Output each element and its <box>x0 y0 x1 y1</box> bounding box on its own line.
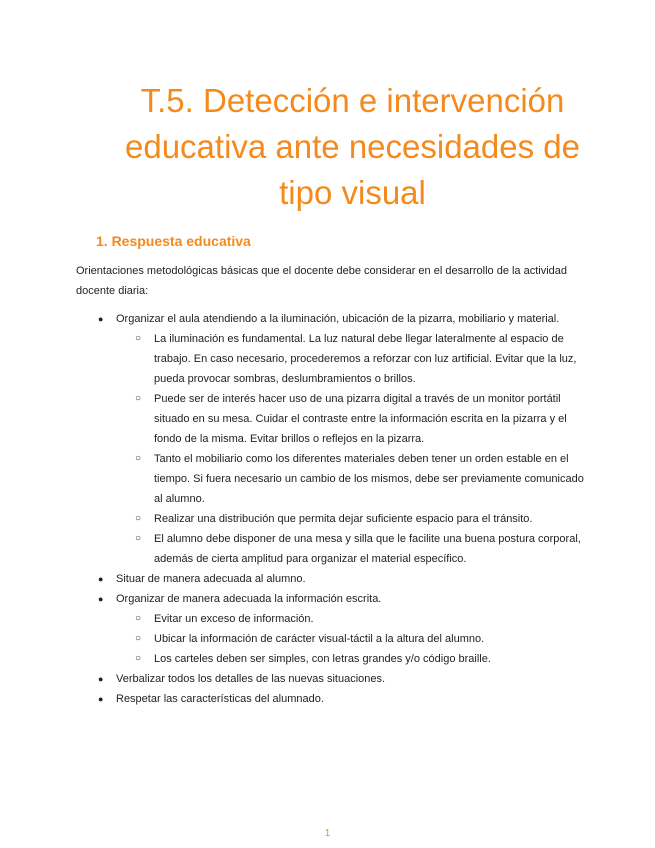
sub-list-item-text: Puede ser de interés hacer uso de una pizarra digital a través de un monitor portátil situado en su mesa. Cuidar el contraste entre la información escrita en la pizarra y el fondo de la misma. Evitar brillos o reflejos en la pizarra. <box>154 393 567 445</box>
intro-paragraph: Orientaciones metodológicas básicas que el docente debe considerar en el desarrollo de la actividad docente diaria: <box>76 265 568 297</box>
sub-bullet-icon: ○ <box>135 613 142 624</box>
bullet-list-container <box>76 309 591 709</box>
title-line-3: tipo visual <box>279 174 426 211</box>
list-item <box>76 669 591 689</box>
list-item <box>76 569 591 589</box>
document-title <box>60 78 645 216</box>
list-item-text: Respetar las características del alumnado. <box>116 693 324 705</box>
sub-bullet-icon: ○ <box>135 653 142 664</box>
sub-bullet-icon: ○ <box>135 533 142 544</box>
sub-list <box>116 609 591 669</box>
page-number: 1 <box>324 828 331 839</box>
bullet-icon: ● <box>98 574 104 584</box>
sub-list <box>116 329 591 569</box>
sub-list-item-text: Tanto el mobiliario como los diferentes materiales deben tener un orden estable en el tiempo. Si fuera necesario un cambio de los mismos, debe ser previamente comunicado al alumno. <box>154 453 584 505</box>
list-item-text: Organizar el aula atendiendo a la iluminación, ubicación de la pizarra, mobiliario y material. <box>116 313 560 325</box>
sub-list-item-text: Los carteles deben ser simples, con letras grandes y/o código braille. <box>154 653 491 665</box>
sub-bullet-icon: ○ <box>135 453 142 464</box>
sub-list-item-text: La iluminación es fundamental. La luz natural debe llegar lateralmente al espacio de trabajo. En caso necesario, procederemos a reforzar con luz artificial. Evitar que la luz, pueda provocar sombras, deslumbramientos o brillos. <box>154 333 577 385</box>
list-item <box>76 589 591 669</box>
sub-bullet-icon: ○ <box>135 513 142 524</box>
title-line-1: T.5. Detección e intervención <box>140 82 565 119</box>
sub-list-item-text: Realizar una distribución que permita dejar suficiente espacio para el tránsito. <box>154 513 533 525</box>
bullet-icon: ● <box>98 594 104 604</box>
bullet-list <box>76 309 591 709</box>
sub-list-item <box>116 649 591 669</box>
sub-list-item <box>116 529 591 569</box>
sub-list-item-text: Evitar un exceso de información. <box>154 613 314 625</box>
list-item <box>76 309 591 569</box>
sub-list-item-text: El alumno debe disponer de una mesa y silla que le facilite una buena postura corporal, además de cierta amplitud para organizar el material específico. <box>154 533 581 565</box>
sub-list-item <box>116 389 591 449</box>
list-item-text: Organizar de manera adecuada la información escrita. <box>116 593 382 605</box>
bullet-icon: ● <box>98 674 104 684</box>
sub-list-item <box>116 609 591 629</box>
bullet-icon: ● <box>98 314 104 324</box>
sub-bullet-icon: ○ <box>135 393 142 404</box>
title-line-2: educativa ante necesidades de <box>124 128 580 165</box>
sub-list-item <box>116 329 591 389</box>
sub-list-item <box>116 629 591 649</box>
sub-list-item <box>116 449 591 509</box>
list-item-text: Situar de manera adecuada al alumno. <box>116 573 306 585</box>
list-item <box>76 689 591 709</box>
list-item-text: Verbalizar todos los detalles de las nuevas situaciones. <box>116 673 386 685</box>
sub-list-item-text: Ubicar la información de carácter visual-táctil a la altura del alumno. <box>154 633 485 645</box>
section-heading: 1. Respuesta educativa <box>96 233 251 249</box>
sub-bullet-icon: ○ <box>135 633 142 644</box>
bullet-icon: ● <box>98 694 104 704</box>
sub-bullet-icon: ○ <box>135 333 142 344</box>
sub-list-item <box>116 509 591 529</box>
